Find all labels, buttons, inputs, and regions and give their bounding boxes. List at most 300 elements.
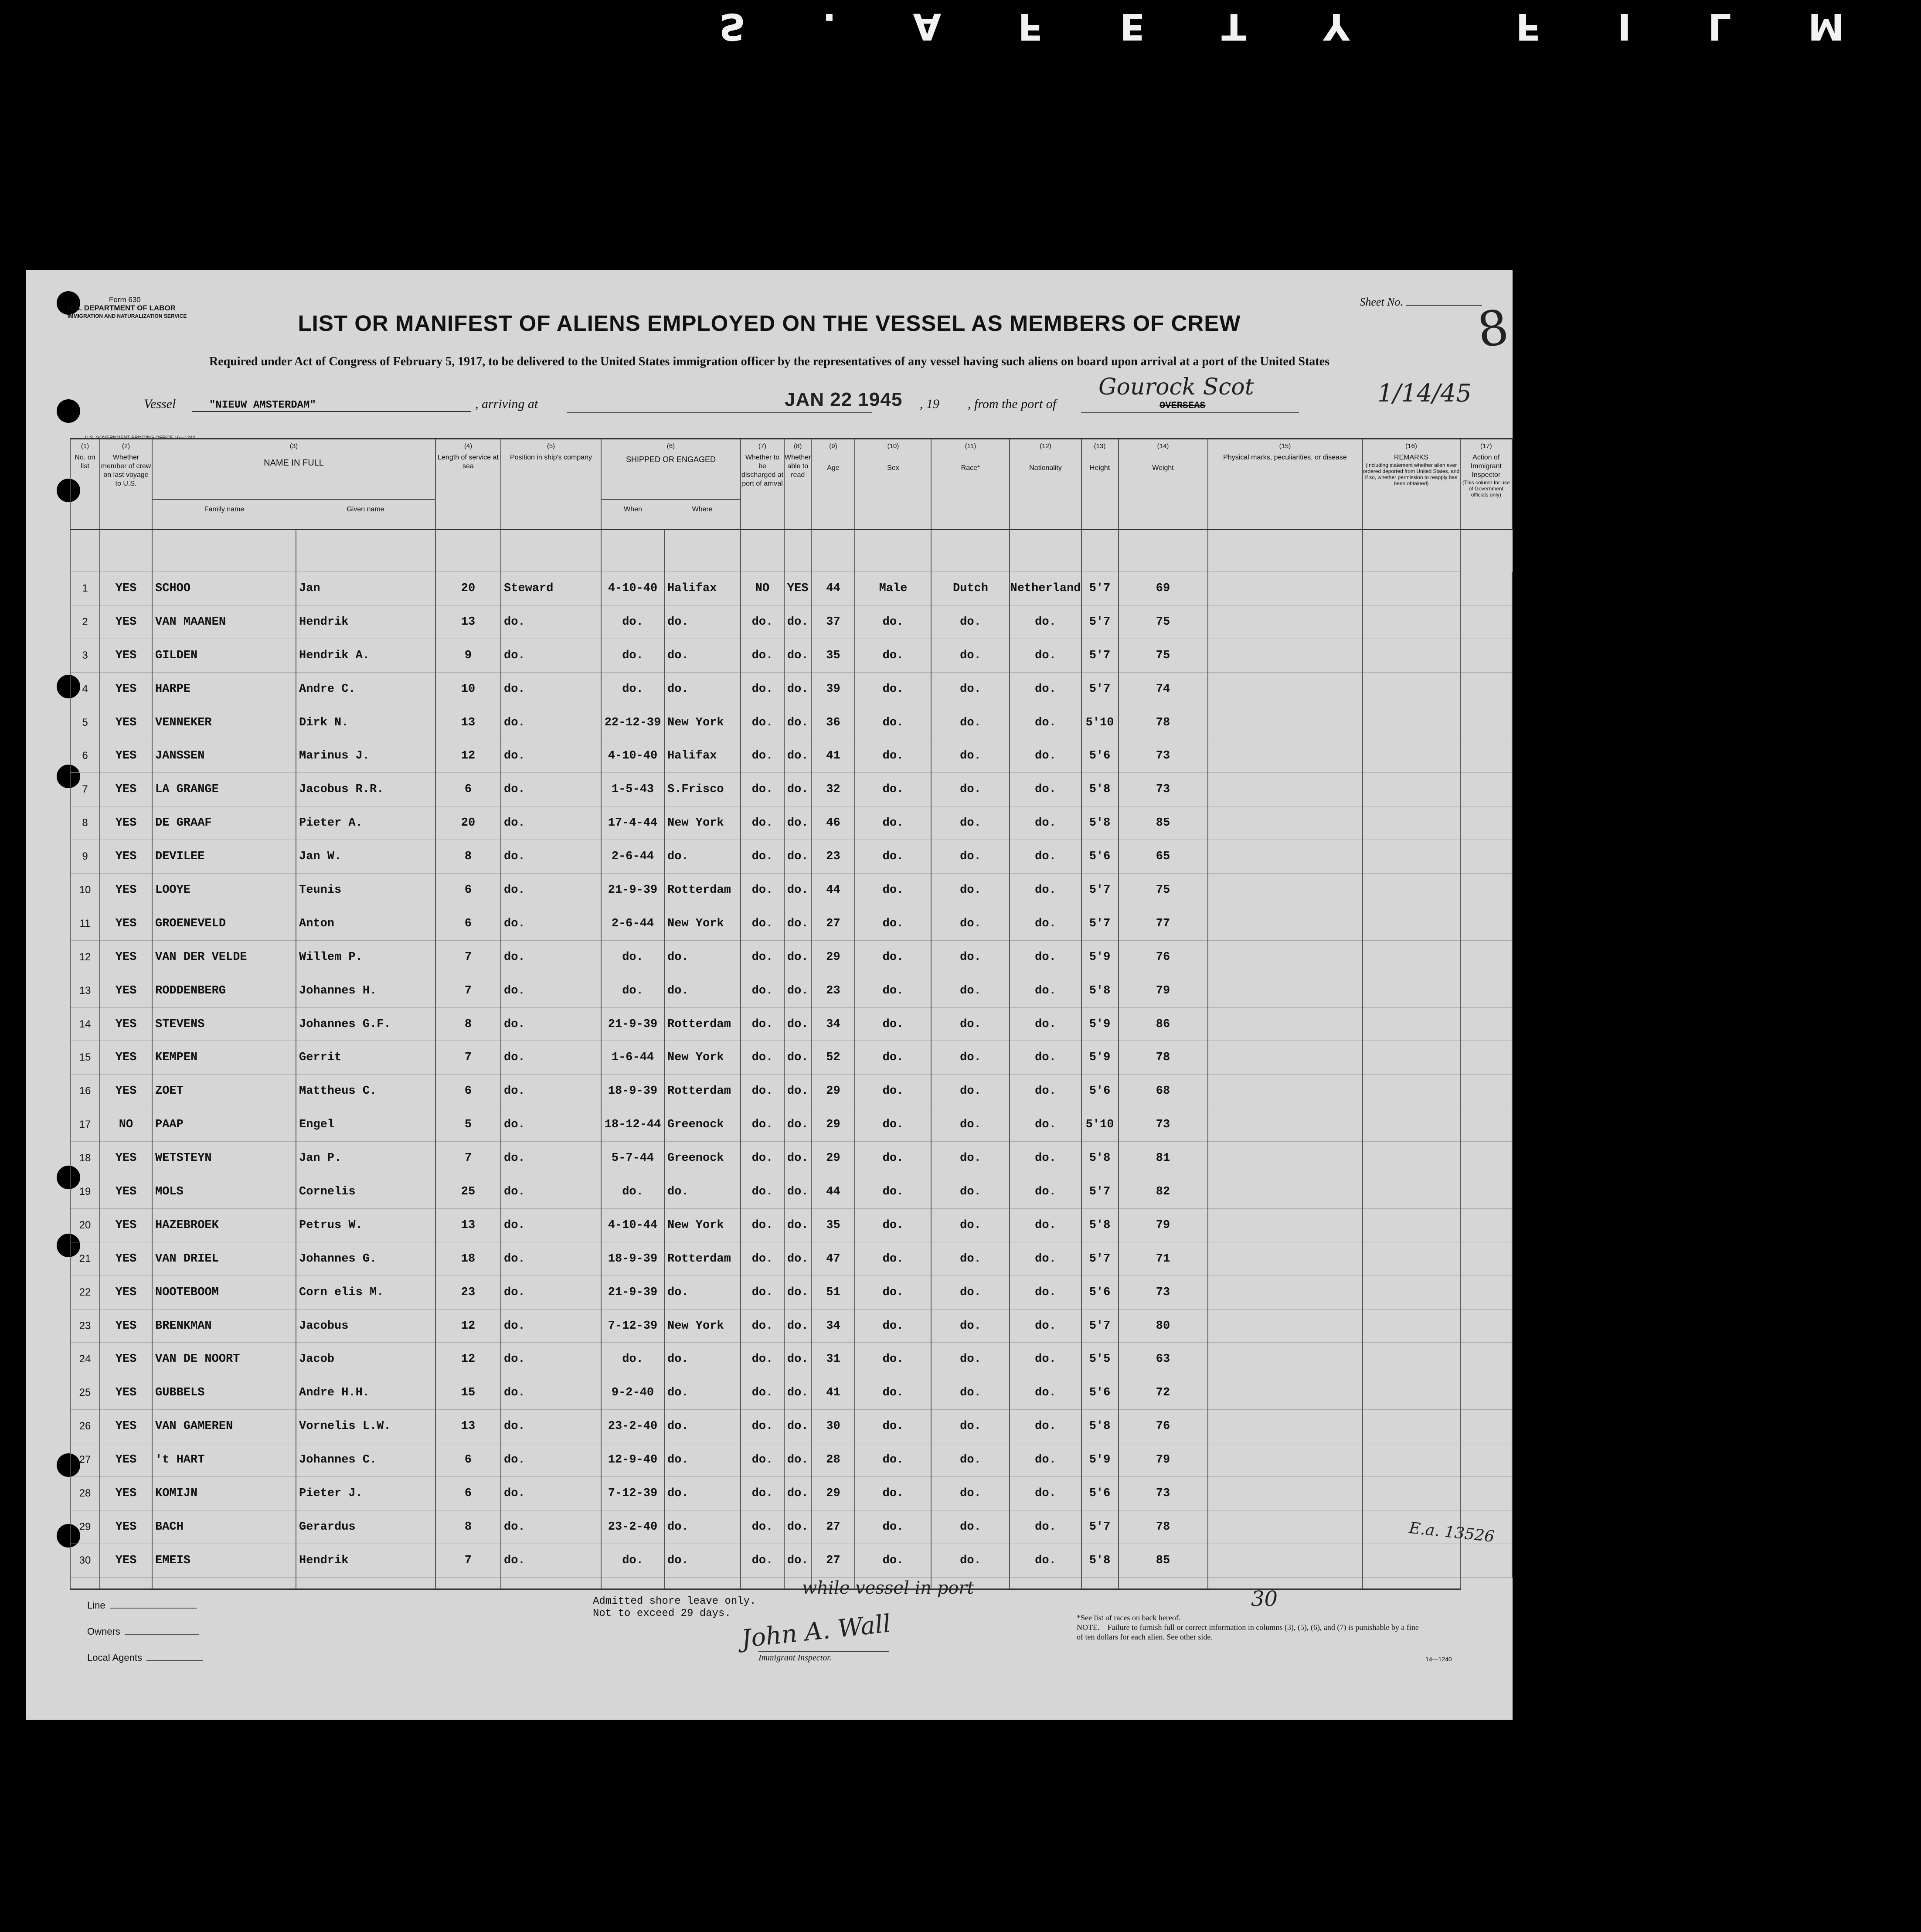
- given-name-cell: Johannes G.F.: [296, 1007, 435, 1041]
- service-years-cell: 12: [435, 1309, 501, 1343]
- service-years-cell: 12: [435, 1343, 501, 1376]
- weight-cell: 85: [1119, 806, 1208, 840]
- table-row: [70, 874, 1512, 907]
- given-name-cell: Hendrik A.: [296, 639, 435, 672]
- shipped-when-cell: 21-9-39: [601, 874, 664, 907]
- given-name-cell: Pieter A.: [296, 806, 435, 840]
- given-name-cell: Dirk N.: [296, 706, 435, 739]
- nationality-cell: do.: [1010, 1276, 1081, 1309]
- discharged-cell: do.: [741, 773, 784, 806]
- shipped-when-cell: do.: [601, 1175, 664, 1209]
- shipped-when-cell: 5-7-44: [601, 1142, 664, 1175]
- weight-cell: 73: [1119, 773, 1208, 806]
- height-cell: 5'7: [1081, 639, 1119, 672]
- given-name-cell: Andre C.: [296, 672, 435, 706]
- discharged-cell: do.: [741, 1242, 784, 1276]
- discharged-cell: do.: [741, 639, 784, 672]
- shipped-where-cell: New York: [664, 1208, 741, 1242]
- height-cell: 5'7: [1081, 1242, 1119, 1276]
- sex-cell: do.: [855, 1443, 931, 1477]
- service-years-cell: 7: [435, 940, 501, 974]
- sex-cell: do.: [855, 1544, 931, 1577]
- height-cell: 5'8: [1081, 1208, 1119, 1242]
- height-cell: 5'7: [1081, 1309, 1119, 1343]
- crew-last-voyage-cell: YES: [100, 974, 152, 1007]
- service-years-cell: 20: [435, 572, 501, 605]
- service-years-cell: 7: [435, 1142, 501, 1175]
- empty-cell: [1460, 1410, 1513, 1443]
- race-cell: do.: [931, 773, 1010, 806]
- blank-row: [70, 1577, 1512, 1589]
- line-field: Line: [87, 1600, 197, 1611]
- shipped-when-cell: 12-9-40: [601, 1443, 664, 1477]
- shipped-where-cell: New York: [664, 1309, 741, 1343]
- discharged-cell: do.: [741, 1410, 784, 1443]
- able-to-read-cell: do.: [784, 1075, 811, 1108]
- sex-cell: do.: [855, 1410, 931, 1443]
- sex-cell: do.: [855, 940, 931, 974]
- row-number-cell: 28: [70, 1477, 100, 1510]
- table-row: [70, 706, 1512, 739]
- position-cell: do.: [501, 739, 601, 773]
- shipped-where-cell: do.: [664, 1175, 741, 1209]
- row-number-cell: 19: [70, 1175, 100, 1209]
- race-cell: do.: [931, 840, 1010, 874]
- height-cell: 5'6: [1081, 1477, 1119, 1510]
- height-cell: 5'6: [1081, 840, 1119, 874]
- empty-cell: [1460, 974, 1513, 1007]
- sex-cell: do.: [855, 840, 931, 874]
- discharged-cell: do.: [741, 1175, 784, 1209]
- discharged-cell: do.: [741, 672, 784, 706]
- able-to-read-cell: do.: [784, 840, 811, 874]
- age-cell: 44: [811, 1175, 855, 1209]
- crew-last-voyage-cell: YES: [100, 1075, 152, 1108]
- service-years-cell: 6: [435, 907, 501, 940]
- overseas-stamp: OVERSEAS: [1159, 400, 1206, 411]
- nationality-cell: do.: [1010, 639, 1081, 672]
- empty-cell: [1363, 1376, 1460, 1410]
- height-cell: 5'6: [1081, 739, 1119, 773]
- height-cell: 5'8: [1081, 1142, 1119, 1175]
- able-to-read-cell: do.: [784, 1208, 811, 1242]
- table-row: [70, 1208, 1512, 1242]
- shipped-when-cell: do.: [601, 639, 664, 672]
- empty-cell: [1460, 739, 1513, 773]
- race-cell: do.: [931, 1544, 1010, 1577]
- empty-cell: [1363, 874, 1460, 907]
- weight-cell: 73: [1119, 739, 1208, 773]
- crew-last-voyage-cell: YES: [100, 940, 152, 974]
- row-number-cell: 29: [70, 1510, 100, 1544]
- when-header: When: [624, 506, 642, 513]
- sex-cell: do.: [855, 639, 931, 672]
- nationality-cell: do.: [1010, 874, 1081, 907]
- height-cell: 5'10: [1081, 1108, 1119, 1142]
- discharged-cell: do.: [741, 1142, 784, 1175]
- nationality-cell: do.: [1010, 1108, 1081, 1142]
- empty-cell: [1208, 572, 1363, 605]
- position-cell: do.: [501, 1309, 601, 1343]
- empty-cell: [1208, 806, 1363, 840]
- page-subtitle: Required under Act of Congress of February 5, 1917, to be delivered to the United States immigration officer by the representatives of any vessel having such aliens on board upon arrival at a port of the United States: [209, 355, 1329, 368]
- given-name-cell: Teunis: [296, 874, 435, 907]
- age-cell: 29: [811, 1477, 855, 1510]
- row-number-cell: 21: [70, 1242, 100, 1276]
- nationality-cell: do.: [1010, 605, 1081, 639]
- age-cell: 35: [811, 1208, 855, 1242]
- owners-field: Owners: [87, 1626, 199, 1637]
- punch-hole: [57, 399, 80, 423]
- family-name-cell: GILDEN: [152, 639, 296, 672]
- empty-cell: [1460, 1477, 1513, 1510]
- row-number-cell: 23: [70, 1309, 100, 1343]
- shipped-when-cell: 4-10-40: [601, 739, 664, 773]
- height-cell: 5'9: [1081, 1443, 1119, 1477]
- shipped-when-cell: 4-10-44: [601, 1208, 664, 1242]
- nationality-cell: do.: [1010, 907, 1081, 940]
- family-name-cell: LOOYE: [152, 874, 296, 907]
- empty-cell: [1208, 739, 1363, 773]
- empty-cell: [1363, 806, 1460, 840]
- row-number-cell: 20: [70, 1208, 100, 1242]
- table-row: [70, 907, 1512, 940]
- column-header: (8) Whether able to read: [784, 439, 811, 530]
- family-name-cell: HARPE: [152, 672, 296, 706]
- service-years-cell: 8: [435, 840, 501, 874]
- shipped-when-cell: 22-12-39: [601, 706, 664, 739]
- empty-cell: [1460, 1242, 1513, 1276]
- empty-cell: [1208, 1477, 1363, 1510]
- given-name-cell: Pieter J.: [296, 1477, 435, 1510]
- shipped-when-cell: 23-2-40: [601, 1510, 664, 1544]
- table-row: [70, 1276, 1512, 1309]
- crew-last-voyage-cell: YES: [100, 773, 152, 806]
- empty-cell: [1363, 706, 1460, 739]
- nationality-cell: do.: [1010, 1376, 1081, 1410]
- nationality-cell: do.: [1010, 672, 1081, 706]
- position-cell: do.: [501, 974, 601, 1007]
- shipped-where-cell: do.: [664, 639, 741, 672]
- crew-last-voyage-cell: YES: [100, 806, 152, 840]
- given-name-cell: Corn elis M.: [296, 1276, 435, 1309]
- empty-cell: [1208, 1544, 1363, 1577]
- race-cell: do.: [931, 940, 1010, 974]
- empty-cell: [1460, 1376, 1513, 1410]
- table-row: [70, 1242, 1512, 1276]
- film-edge-label: S.AFETY FILM: [719, 5, 1921, 48]
- nationality-cell: do.: [1010, 739, 1081, 773]
- given-name-cell: Jacob: [296, 1343, 435, 1376]
- row-number-cell: 11: [70, 907, 100, 940]
- shipped-where-cell: do.: [664, 840, 741, 874]
- empty-cell: [1460, 1175, 1513, 1209]
- age-cell: 44: [811, 572, 855, 605]
- service-years-cell: 9: [435, 639, 501, 672]
- weight-cell: 86: [1119, 1007, 1208, 1041]
- position-cell: do.: [501, 672, 601, 706]
- nationality-cell: do.: [1010, 1175, 1081, 1209]
- shipped-where-cell: Rotterdam: [664, 1007, 741, 1041]
- discharged-cell: do.: [741, 1208, 784, 1242]
- service-years-cell: 10: [435, 672, 501, 706]
- service-years-cell: 5: [435, 1108, 501, 1142]
- service-years-cell: 13: [435, 1410, 501, 1443]
- given-name-cell: Gerrit: [296, 1041, 435, 1075]
- shipped-when-cell: do.: [601, 672, 664, 706]
- empty-cell: [1208, 639, 1363, 672]
- height-cell: 5'7: [1081, 1510, 1119, 1544]
- given-name-header: Given name: [347, 506, 384, 513]
- discharged-cell: do.: [741, 1075, 784, 1108]
- crew-last-voyage-cell: YES: [100, 1376, 152, 1410]
- able-to-read-cell: do.: [784, 1142, 811, 1175]
- table-row: [70, 1041, 1512, 1075]
- able-to-read-cell: do.: [784, 1544, 811, 1577]
- column-header: (7) Whether to be discharged at port of arrival: [741, 439, 784, 530]
- empty-cell: [1208, 1041, 1363, 1075]
- crew-last-voyage-cell: YES: [100, 706, 152, 739]
- shipped-when-cell: do.: [601, 605, 664, 639]
- position-cell: do.: [501, 773, 601, 806]
- race-cell: do.: [931, 1343, 1010, 1376]
- position-cell: do.: [501, 1242, 601, 1276]
- race-cell: do.: [931, 806, 1010, 840]
- height-cell: 5'7: [1081, 874, 1119, 907]
- age-cell: 47: [811, 1242, 855, 1276]
- weight-cell: 69: [1119, 572, 1208, 605]
- crew-last-voyage-cell: YES: [100, 1477, 152, 1510]
- row-number-cell: 18: [70, 1142, 100, 1175]
- empty-cell: [1363, 1208, 1460, 1242]
- row-number-cell: 26: [70, 1410, 100, 1443]
- given-name-cell: Hendrik: [296, 605, 435, 639]
- column-header: (2) Whether member of crew on last voyage to U.S.: [100, 439, 152, 530]
- nationality-cell: do.: [1010, 1242, 1081, 1276]
- table-row: [70, 1175, 1512, 1209]
- sex-cell: do.: [855, 605, 931, 639]
- empty-cell: [1460, 1041, 1513, 1075]
- crew-last-voyage-cell: YES: [100, 1175, 152, 1209]
- family-name-cell: WETSTEYN: [152, 1142, 296, 1175]
- page-title: LIST OR MANIFEST OF ALIENS EMPLOYED ON THE VESSEL AS MEMBERS OF CREW: [298, 311, 1241, 336]
- race-cell: do.: [931, 1309, 1010, 1343]
- able-to-read-cell: do.: [784, 1276, 811, 1309]
- position-cell: do.: [501, 1544, 601, 1577]
- height-cell: 5'5: [1081, 1343, 1119, 1376]
- nationality-cell: do.: [1010, 1477, 1081, 1510]
- sex-cell: do.: [855, 739, 931, 773]
- footer-notes: *See list of races on back hereof. NOTE.—Failure to furnish full or correct information in columns (3), (5), (6), and (7) is punishable by a fine of ten dollars for each alien. See other side.: [1077, 1613, 1419, 1641]
- given-name-cell: Engel: [296, 1108, 435, 1142]
- empty-cell: [1208, 1410, 1363, 1443]
- shipped-where-cell: do.: [664, 1410, 741, 1443]
- shipped-where-cell: Greenock: [664, 1142, 741, 1175]
- empty-cell: [1363, 907, 1460, 940]
- empty-cell: [1363, 773, 1460, 806]
- row-number-cell: 22: [70, 1276, 100, 1309]
- sheet-number-label: Sheet No.: [1360, 296, 1482, 309]
- sex-cell: do.: [855, 1276, 931, 1309]
- age-cell: 44: [811, 874, 855, 907]
- crew-last-voyage-cell: YES: [100, 874, 152, 907]
- table-row: [70, 1410, 1512, 1443]
- age-cell: 30: [811, 1410, 855, 1443]
- row-number-cell: 10: [70, 874, 100, 907]
- given-name-cell: Willem P.: [296, 940, 435, 974]
- service-years-cell: 6: [435, 874, 501, 907]
- empty-cell: [1363, 1007, 1460, 1041]
- nationality-cell: do.: [1010, 773, 1081, 806]
- discharged-cell: do.: [741, 1544, 784, 1577]
- shipped-where-cell: Greenock: [664, 1108, 741, 1142]
- height-cell: 5'7: [1081, 907, 1119, 940]
- empty-cell: [1460, 672, 1513, 706]
- weight-cell: 65: [1119, 840, 1208, 874]
- column-header: (6) SHIPPED OR ENGAGED When Where: [601, 439, 741, 530]
- weight-cell: 68: [1119, 1075, 1208, 1108]
- empty-cell: [1460, 1544, 1513, 1577]
- age-cell: 29: [811, 1142, 855, 1175]
- discharged-cell: do.: [741, 940, 784, 974]
- service-years-cell: 13: [435, 605, 501, 639]
- given-name-cell: Johannes H.: [296, 974, 435, 1007]
- handwritten-date: 1/14/45: [1377, 379, 1472, 408]
- empty-cell: [1460, 1276, 1513, 1309]
- where-header: Where: [692, 506, 713, 513]
- able-to-read-cell: do.: [784, 1175, 811, 1209]
- empty-cell: [1208, 706, 1363, 739]
- sex-cell: do.: [855, 1108, 931, 1142]
- given-name-cell: Jan P.: [296, 1142, 435, 1175]
- empty-cell: [1363, 605, 1460, 639]
- shipped-where-cell: Rotterdam: [664, 874, 741, 907]
- crew-last-voyage-cell: YES: [100, 1443, 152, 1477]
- race-cell: do.: [931, 1041, 1010, 1075]
- table-row: [70, 1376, 1512, 1410]
- discharged-cell: do.: [741, 1276, 784, 1309]
- sex-cell: Male: [855, 572, 931, 605]
- column-header: (1) No. on list: [70, 439, 100, 530]
- nationality-cell: do.: [1010, 1544, 1081, 1577]
- age-cell: 28: [811, 1443, 855, 1477]
- nationality-cell: do.: [1010, 806, 1081, 840]
- family-name-cell: 't HART: [152, 1443, 296, 1477]
- given-name-cell: Gerardus: [296, 1510, 435, 1544]
- able-to-read-cell: do.: [784, 1443, 811, 1477]
- empty-cell: [1460, 1108, 1513, 1142]
- age-cell: 29: [811, 1108, 855, 1142]
- shipped-when-cell: 2-6-44: [601, 840, 664, 874]
- service-years-cell: 25: [435, 1175, 501, 1209]
- shipped-when-cell: 7-12-39: [601, 1477, 664, 1510]
- nationality-cell: Netherland: [1010, 572, 1081, 605]
- crew-last-voyage-cell: YES: [100, 672, 152, 706]
- discharged-cell: do.: [741, 1510, 784, 1544]
- table-row: [70, 773, 1512, 806]
- row-number-cell: 15: [70, 1041, 100, 1075]
- family-name-cell: SCHOO: [152, 572, 296, 605]
- weight-cell: 76: [1119, 940, 1208, 974]
- nationality-cell: do.: [1010, 1510, 1081, 1544]
- empty-cell: [1208, 672, 1363, 706]
- weight-cell: 78: [1119, 1510, 1208, 1544]
- family-name-cell: BACH: [152, 1510, 296, 1544]
- shipped-when-cell: do.: [601, 974, 664, 1007]
- age-cell: 41: [811, 1376, 855, 1410]
- race-cell: do.: [931, 639, 1010, 672]
- height-cell: 5'6: [1081, 1376, 1119, 1410]
- race-cell: do.: [931, 1142, 1010, 1175]
- crew-last-voyage-cell: YES: [100, 840, 152, 874]
- able-to-read-cell: do.: [784, 739, 811, 773]
- shipped-where-cell: do.: [664, 605, 741, 639]
- given-name-cell: Anton: [296, 907, 435, 940]
- able-to-read-cell: do.: [784, 974, 811, 1007]
- shipped-when-cell: 18-9-39: [601, 1242, 664, 1276]
- family-name-cell: VAN DRIEL: [152, 1242, 296, 1276]
- empty-cell: [1460, 1343, 1513, 1376]
- weight-cell: 75: [1119, 874, 1208, 907]
- row-number-cell: 25: [70, 1376, 100, 1410]
- service-name: IMMIGRATION AND NATURALIZATION SERVICE: [68, 313, 187, 319]
- shipped-where-cell: New York: [664, 806, 741, 840]
- position-cell: do.: [501, 1443, 601, 1477]
- service-years-cell: 6: [435, 773, 501, 806]
- table-row: [70, 1510, 1512, 1544]
- empty-cell: [1460, 572, 1513, 605]
- discharged-cell: do.: [741, 874, 784, 907]
- empty-cell: [1208, 1343, 1363, 1376]
- race-cell: do.: [931, 1242, 1010, 1276]
- row-number-cell: 30: [70, 1544, 100, 1577]
- weight-cell: 79: [1119, 974, 1208, 1007]
- inspector-label: Immigrant Inspector.: [758, 1651, 889, 1663]
- discharged-cell: do.: [741, 907, 784, 940]
- sex-cell: do.: [855, 1309, 931, 1343]
- empty-cell: [1363, 1276, 1460, 1309]
- row-number-cell: 14: [70, 1007, 100, 1041]
- table-row: [70, 1343, 1512, 1376]
- column-header: (14) Weight: [1119, 439, 1208, 530]
- shipped-where-cell: Rotterdam: [664, 1242, 741, 1276]
- family-name-cell: VENNEKER: [152, 706, 296, 739]
- race-cell: do.: [931, 1510, 1010, 1544]
- table-row: [70, 572, 1512, 605]
- family-name-cell: VAN MAANEN: [152, 605, 296, 639]
- height-cell: 5'8: [1081, 806, 1119, 840]
- empty-cell: [1208, 1309, 1363, 1343]
- weight-cell: 82: [1119, 1175, 1208, 1209]
- empty-cell: [1363, 1443, 1460, 1477]
- able-to-read-cell: do.: [784, 1108, 811, 1142]
- family-name-cell: ZOET: [152, 1075, 296, 1108]
- family-name-cell: PAAP: [152, 1108, 296, 1142]
- service-years-cell: 6: [435, 1075, 501, 1108]
- given-name-cell: Johannes G.: [296, 1242, 435, 1276]
- position-cell: do.: [501, 806, 601, 840]
- sex-cell: do.: [855, 1376, 931, 1410]
- age-cell: 29: [811, 1075, 855, 1108]
- family-name-cell: NOOTEBOOM: [152, 1276, 296, 1309]
- empty-cell: [1363, 1343, 1460, 1376]
- shipped-when-cell: 2-6-44: [601, 907, 664, 940]
- nationality-cell: do.: [1010, 1041, 1081, 1075]
- family-name-cell: KEMPEN: [152, 1041, 296, 1075]
- row-number-cell: 7: [70, 773, 100, 806]
- empty-cell: [1363, 739, 1460, 773]
- shipped-where-cell: Halifax: [664, 739, 741, 773]
